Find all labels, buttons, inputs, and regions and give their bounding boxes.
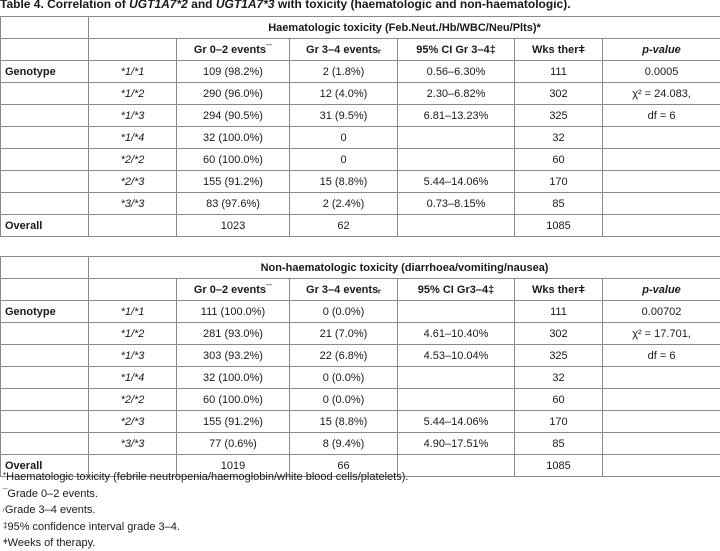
table-row	[1, 149, 720, 171]
cell-genotype: *3/*3	[89, 193, 177, 215]
table-row	[1, 411, 720, 433]
cell-ci-95: 2.30–6.82%	[398, 83, 515, 105]
cell-ci-95	[398, 301, 515, 323]
cell-gr3-4-events: 31 (9.5%)	[290, 105, 398, 127]
table-row	[1, 345, 720, 367]
cell-genotype: *1/*1	[89, 301, 177, 323]
cell-weeks-therapy: 170	[515, 411, 603, 433]
column-header-gr0-2-events: Gr 0–2 events¯	[177, 279, 290, 301]
cell-p-value: χ² = 24.083,	[603, 83, 720, 105]
column-header-weeks-therapy: Wks therǂ	[515, 279, 603, 301]
cell-p-value: df = 6	[603, 345, 720, 367]
cell-weeks-therapy: 60	[515, 389, 603, 411]
table-row	[1, 433, 720, 455]
cell-gr3-4-events: 0 (0.0%)	[290, 389, 398, 411]
cell-genotype: *2/*2	[89, 149, 177, 171]
cell-label	[1, 389, 89, 411]
cell-p-value: df = 6	[603, 105, 720, 127]
cell-label: Overall	[1, 455, 89, 477]
column-header-ci-95: 95% CI Gr 3–4‡	[398, 39, 515, 61]
cell-p-value	[603, 149, 720, 171]
cell-p-value	[603, 367, 720, 389]
cell-p-value: χ² = 17.701,	[603, 323, 720, 345]
cell-weeks-therapy: 111	[515, 61, 603, 83]
cell-label	[1, 149, 89, 171]
table-row	[1, 215, 720, 237]
cell-label	[1, 433, 89, 455]
header-row	[1, 39, 720, 61]
cell-gr0-2-events: 1019	[177, 455, 290, 477]
cell-label	[1, 411, 89, 433]
column-header-ci-95: 95% CI Gr3–4‡	[398, 279, 515, 301]
cell-label	[1, 345, 89, 367]
cell-label	[1, 323, 89, 345]
table-row	[1, 193, 720, 215]
column-header-p-value: p-value	[603, 279, 720, 301]
table-row	[1, 127, 720, 149]
cell-genotype: *1/*3	[89, 105, 177, 127]
cell-weeks-therapy: 325	[515, 345, 603, 367]
empty-cell	[1, 257, 89, 279]
cell-gr3-4-events: 0 (0.0%)	[290, 301, 398, 323]
cell-gr0-2-events: 1023	[177, 215, 290, 237]
cell-ci-95: 4.90–17.51%	[398, 433, 515, 455]
table-row	[1, 367, 720, 389]
table-row	[1, 83, 720, 105]
cell-genotype: *2/*2	[89, 389, 177, 411]
cell-p-value: 0.00702	[603, 301, 720, 323]
header-row	[1, 279, 720, 301]
cell-gr0-2-events: 290 (96.0%)	[177, 83, 290, 105]
haematologic-toxicity-table	[0, 16, 720, 237]
column-header-gr0-2-events: Gr 0–2 events¯	[177, 39, 290, 61]
cell-ci-95	[398, 127, 515, 149]
cell-label	[1, 171, 89, 193]
cell-ci-95: 0.56–6.30%	[398, 61, 515, 83]
cell-ci-95: 0.73–8.15%	[398, 193, 515, 215]
cell-gr3-4-events: 15 (8.8%)	[290, 411, 398, 433]
cell-weeks-therapy: 60	[515, 149, 603, 171]
cell-weeks-therapy: 1085	[515, 215, 603, 237]
group-title: Non-haematologic toxicity (diarrhoea/vomiting/nausea)	[89, 257, 720, 279]
cell-gr3-4-events: 62	[290, 215, 398, 237]
cell-ci-95: 4.53–10.04%	[398, 345, 515, 367]
cell-label	[1, 193, 89, 215]
cell-weeks-therapy: 302	[515, 83, 603, 105]
cell-ci-95	[398, 215, 515, 237]
cell-label	[1, 367, 89, 389]
footnote-haematologic-definition: *Haematologic toxicity (febrile neutropenia/haemoglobin/white blood cells/platelets).	[3, 471, 409, 483]
cell-genotype: *3/*3	[89, 433, 177, 455]
cell-ci-95: 5.44–14.06%	[398, 411, 515, 433]
cell-weeks-therapy: 85	[515, 193, 603, 215]
column-header-label	[1, 39, 89, 61]
group-title-row	[1, 17, 720, 39]
cell-p-value	[603, 193, 720, 215]
cell-gr3-4-events: 15 (8.8%)	[290, 171, 398, 193]
cell-gr0-2-events: 111 (100.0%)	[177, 301, 290, 323]
cell-p-value: 0.0005	[603, 61, 720, 83]
cell-p-value	[603, 411, 720, 433]
cell-gr0-2-events: 294 (90.5%)	[177, 105, 290, 127]
column-header-label	[1, 279, 89, 301]
cell-p-value	[603, 171, 720, 193]
cell-weeks-therapy: 85	[515, 433, 603, 455]
footnote-confidence-interval: ‡95% confidence interval grade 3–4.	[3, 521, 180, 533]
cell-gr0-2-events: 155 (91.2%)	[177, 411, 290, 433]
column-header-genotype	[89, 39, 177, 61]
table-row	[1, 323, 720, 345]
cell-genotype: *2/*3	[89, 171, 177, 193]
cell-weeks-therapy: 1085	[515, 455, 603, 477]
cell-gr3-4-events: 2 (2.4%)	[290, 193, 398, 215]
cell-gr0-2-events: 32 (100.0%)	[177, 367, 290, 389]
group-title-row	[1, 257, 720, 279]
cell-ci-95	[398, 389, 515, 411]
cell-gr0-2-events: 281 (93.0%)	[177, 323, 290, 345]
cell-ci-95: 6.81–13.23%	[398, 105, 515, 127]
cell-label: Genotype	[1, 61, 89, 83]
cell-genotype: *1/*4	[89, 127, 177, 149]
table-row	[1, 61, 720, 83]
group-title: Haematologic toxicity (Feb.Neut./Hb/WBC/Neu/Plts)*	[89, 17, 720, 39]
cell-weeks-therapy: 170	[515, 171, 603, 193]
table-row	[1, 301, 720, 323]
table-row	[1, 171, 720, 193]
cell-weeks-therapy: 111	[515, 301, 603, 323]
footnote-grade-0-2: ¯Grade 0–2 events.	[3, 488, 98, 500]
cell-ci-95: 5.44–14.06%	[398, 171, 515, 193]
cell-gr0-2-events: 60 (100.0%)	[177, 389, 290, 411]
cell-gr3-4-events: 21 (7.0%)	[290, 323, 398, 345]
cell-ci-95	[398, 367, 515, 389]
cell-p-value	[603, 433, 720, 455]
footnote-weeks-of-therapy: ǂWeeks of therapy.	[3, 537, 96, 549]
cell-genotype: *1/*1	[89, 61, 177, 83]
cell-gr0-2-events: 32 (100.0%)	[177, 127, 290, 149]
cell-p-value	[603, 389, 720, 411]
cell-ci-95	[398, 149, 515, 171]
footnote-grade-3-4: ᵣGrade 3–4 events.	[3, 504, 96, 516]
non-haematologic-toxicity-table	[0, 256, 720, 477]
cell-label	[1, 105, 89, 127]
cell-gr3-4-events: 0	[290, 127, 398, 149]
table-row	[1, 105, 720, 127]
column-header-weeks-therapy: Wks therǂ	[515, 39, 603, 61]
cell-weeks-therapy: 325	[515, 105, 603, 127]
column-header-gr3-4-events: Gr 3–4 eventsᵣ	[290, 39, 398, 61]
cell-genotype: *1/*4	[89, 367, 177, 389]
cell-gr3-4-events: 12 (4.0%)	[290, 83, 398, 105]
cell-gr0-2-events: 109 (98.2%)	[177, 61, 290, 83]
cell-ci-95	[398, 455, 515, 477]
cell-gr0-2-events: 60 (100.0%)	[177, 149, 290, 171]
cell-genotype: *1/*3	[89, 345, 177, 367]
cell-genotype: *1/*2	[89, 323, 177, 345]
cell-gr0-2-events: 83 (97.6%)	[177, 193, 290, 215]
cell-p-value	[603, 215, 720, 237]
cell-gr3-4-events: 0 (0.0%)	[290, 367, 398, 389]
empty-cell	[1, 17, 89, 39]
cell-genotype: *2/*3	[89, 411, 177, 433]
cell-p-value	[603, 127, 720, 149]
cell-weeks-therapy: 302	[515, 323, 603, 345]
cell-gr0-2-events: 303 (93.2%)	[177, 345, 290, 367]
cell-weeks-therapy: 32	[515, 367, 603, 389]
cell-genotype: *1/*2	[89, 83, 177, 105]
column-header-p-value: p-value	[603, 39, 720, 61]
cell-gr3-4-events: 0	[290, 149, 398, 171]
cell-gr0-2-events: 77 (0.6%)	[177, 433, 290, 455]
cell-genotype	[89, 215, 177, 237]
cell-gr3-4-events: 22 (6.8%)	[290, 345, 398, 367]
cell-gr3-4-events: 66	[290, 455, 398, 477]
cell-label: Overall	[1, 215, 89, 237]
column-header-gr3-4-events: Gr 3–4 eventsᵣ	[290, 279, 398, 301]
cell-label	[1, 83, 89, 105]
column-header-genotype	[89, 279, 177, 301]
cell-label: Genotype	[1, 301, 89, 323]
cell-gr3-4-events: 8 (9.4%)	[290, 433, 398, 455]
cell-ci-95: 4.61–10.40%	[398, 323, 515, 345]
cell-p-value	[603, 455, 720, 477]
cell-label	[1, 127, 89, 149]
cell-weeks-therapy: 32	[515, 127, 603, 149]
table-caption: Table 4. Correlation of UGT1A7*2 and UGT1A7*3 with toxicity (haematologic and non-haematologic).	[0, 0, 571, 11]
cell-gr3-4-events: 2 (1.8%)	[290, 61, 398, 83]
table-row	[1, 389, 720, 411]
cell-gr0-2-events: 155 (91.2%)	[177, 171, 290, 193]
